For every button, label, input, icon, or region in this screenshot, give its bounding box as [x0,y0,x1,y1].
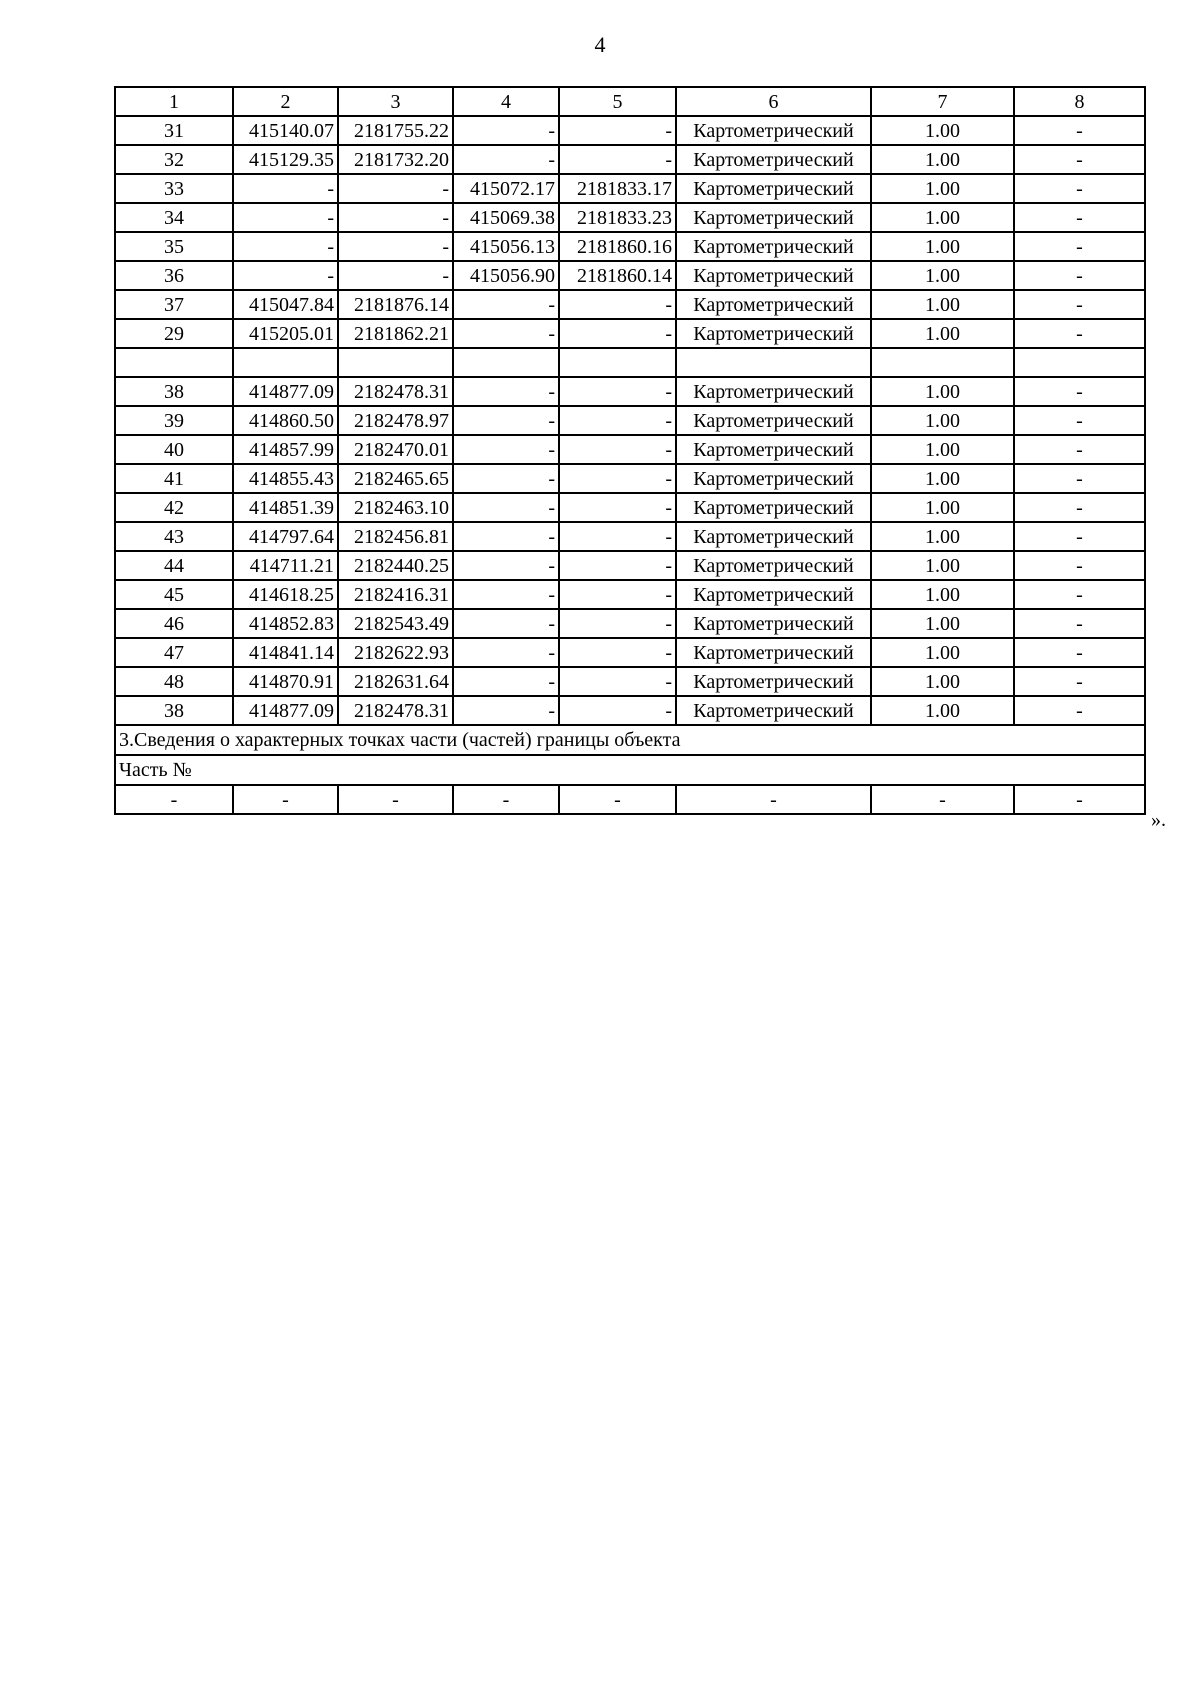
table-cell: - [559,638,676,667]
table-cell: - [559,667,676,696]
table-cell: Картометрический [676,319,871,348]
table-header-cell: 4 [453,87,559,116]
table-cell: 414797.64 [233,522,338,551]
table-cell: 414857.99 [233,435,338,464]
table-cell: 1.00 [871,145,1014,174]
table-cell: - [1014,290,1145,319]
table-cell: 414870.91 [233,667,338,696]
table-cell: - [559,522,676,551]
table-cell: - [453,696,559,725]
table-cell: - [1014,116,1145,145]
table-cell: - [1014,667,1145,696]
table-cell: - [1014,493,1145,522]
table-cell: 1.00 [871,464,1014,493]
table-cell: - [1014,232,1145,261]
part-cell: - [871,785,1014,814]
table-cell: 414851.39 [233,493,338,522]
table-cell: 2182456.81 [338,522,453,551]
table-cell: Картометрический [676,696,871,725]
table-cell: - [1014,435,1145,464]
page-number: 4 [594,32,606,57]
table-cell: Картометрический [676,638,871,667]
part-cell: - [559,785,676,814]
table-cell: 1.00 [871,580,1014,609]
table-cell [453,348,559,377]
table-cell: 1.00 [871,667,1014,696]
table-cell: 414860.50 [233,406,338,435]
table-cell: - [338,174,453,203]
coordinates-table [114,86,1146,815]
table-cell: 38 [115,377,233,406]
closing-quote: ». [1151,809,1166,831]
table-cell: - [338,203,453,232]
table-cell: 2181732.20 [338,145,453,174]
table-cell: - [453,551,559,580]
table-cell: - [1014,522,1145,551]
table-cell: - [233,232,338,261]
table-cell: 1.00 [871,377,1014,406]
part-cell: - [453,785,559,814]
table-header-cell: 8 [1014,87,1145,116]
part-cell: - [1014,785,1145,814]
table-cell: 415129.35 [233,145,338,174]
table-cell: - [559,116,676,145]
table-cell: Картометрический [676,435,871,464]
table-cell: Картометрический [676,290,871,319]
table-cell: Картометрический [676,406,871,435]
table-cell: - [1014,464,1145,493]
table-cell: - [1014,406,1145,435]
table-cell: - [338,232,453,261]
table-cell: - [1014,203,1145,232]
table-cell: 1.00 [871,696,1014,725]
table-cell: - [559,145,676,174]
table-cell: 1.00 [871,174,1014,203]
table-cell: 2182440.25 [338,551,453,580]
table-cell: 2181755.22 [338,116,453,145]
table-cell: Картометрический [676,609,871,638]
table-cell: 1.00 [871,406,1014,435]
table-header-cell: 1 [115,87,233,116]
table-cell: - [559,551,676,580]
table-cell: 415069.38 [453,203,559,232]
table-cell: - [453,638,559,667]
table-cell: - [559,290,676,319]
part-label-row [115,755,1145,785]
table-cell: 29 [115,319,233,348]
table-cell [559,348,676,377]
part-cell: - [115,785,233,814]
table-cell: 2181876.14 [338,290,453,319]
table-cell: 31 [115,116,233,145]
table-cell: - [453,464,559,493]
table-cell: - [453,493,559,522]
table-cell: 43 [115,522,233,551]
table-cell: - [453,435,559,464]
table-cell: 39 [115,406,233,435]
table-cell: 2182465.65 [338,464,453,493]
table-cell: - [1014,551,1145,580]
table-cell: - [453,377,559,406]
table-header-cell: 7 [871,87,1014,116]
table-row [115,493,1145,522]
table-cell: Картометрический [676,580,871,609]
table-cell: 2181833.17 [559,174,676,203]
table-cell: - [559,580,676,609]
table-row [115,551,1145,580]
table-cell: 415205.01 [233,319,338,348]
table-cell: - [559,319,676,348]
table-row [115,522,1145,551]
table-cell: 414855.43 [233,464,338,493]
table-row [115,435,1145,464]
table-cell: 1.00 [871,319,1014,348]
table-cell: - [559,609,676,638]
table-cell: 1.00 [871,551,1014,580]
table-cell: 2181860.16 [559,232,676,261]
table-row [115,696,1145,725]
table-cell [871,348,1014,377]
table-cell: 32 [115,145,233,174]
table-header-cell: 2 [233,87,338,116]
table-cell: 2181862.21 [338,319,453,348]
table-cell: 414711.21 [233,551,338,580]
table-header-cell: 5 [559,87,676,116]
table-cell: - [559,696,676,725]
table-cell: Картометрический [676,493,871,522]
table-cell: 1.00 [871,638,1014,667]
table-cell: 1.00 [871,116,1014,145]
table-cell: 415072.17 [453,174,559,203]
table-cell [233,348,338,377]
table-cell: - [1014,638,1145,667]
table-row [115,464,1145,493]
table-cell: 414852.83 [233,609,338,638]
section-title-row [115,725,1145,755]
part-values-row [115,785,1145,814]
coordinates-table-container [114,86,1144,815]
table-row [115,145,1145,174]
table-cell: 2182622.93 [338,638,453,667]
table-cell: 40 [115,435,233,464]
table-cell: 41 [115,464,233,493]
coordinates-table-body [115,87,1145,814]
table-cell: 37 [115,290,233,319]
table-cell: Картометрический [676,261,871,290]
table-cell: 1.00 [871,261,1014,290]
table-cell: - [559,435,676,464]
table-cell: - [1014,580,1145,609]
table-row [115,377,1145,406]
table-cell: 1.00 [871,493,1014,522]
table-cell: 2182470.01 [338,435,453,464]
table-row [115,580,1145,609]
table-cell: Картометрический [676,145,871,174]
part-label: Часть № [115,755,1145,785]
table-cell: - [559,406,676,435]
table-row [115,232,1145,261]
table-cell: - [233,174,338,203]
table-cell: - [559,493,676,522]
part-cell: - [233,785,338,814]
table-row [115,609,1145,638]
table-cell: - [1014,377,1145,406]
table-cell: - [453,145,559,174]
table-cell: 1.00 [871,290,1014,319]
table-cell: Картометрический [676,464,871,493]
table-cell: 415056.90 [453,261,559,290]
table-cell: 414841.14 [233,638,338,667]
table-cell: 414618.25 [233,580,338,609]
table-cell: - [453,406,559,435]
table-cell: 2182631.64 [338,667,453,696]
table-cell [1014,348,1145,377]
table-cell [676,348,871,377]
table-cell: - [559,377,676,406]
table-cell: - [453,580,559,609]
table-row [115,261,1145,290]
table-cell: 1.00 [871,232,1014,261]
table-cell: 414877.09 [233,377,338,406]
table-cell: 2182543.49 [338,609,453,638]
table-cell: Картометрический [676,551,871,580]
table-row [115,667,1145,696]
table-cell: 1.00 [871,522,1014,551]
table-cell: - [1014,696,1145,725]
table-row [115,203,1145,232]
table-cell: - [1014,145,1145,174]
section-title: 3.Сведения о характерных точках части (частей) границы объекта [115,725,1145,755]
table-cell: 38 [115,696,233,725]
table-cell: 1.00 [871,203,1014,232]
table-cell: 2182478.31 [338,696,453,725]
table-cell: 46 [115,609,233,638]
table-cell: - [1014,609,1145,638]
table-row [115,319,1145,348]
table-cell: 2182416.31 [338,580,453,609]
table-cell: 34 [115,203,233,232]
table-cell: 45 [115,580,233,609]
table-header-cell: 6 [676,87,871,116]
table-cell: 415056.13 [453,232,559,261]
table-cell: 36 [115,261,233,290]
table-cell: - [1014,319,1145,348]
table-cell: Картометрический [676,174,871,203]
table-row [115,174,1145,203]
table-cell: 2181860.14 [559,261,676,290]
table-row [115,116,1145,145]
table-row [115,406,1145,435]
table-cell [338,348,453,377]
table-cell: Картометрический [676,203,871,232]
table-row [115,290,1145,319]
table-cell: - [1014,174,1145,203]
table-cell: 1.00 [871,609,1014,638]
table-header-row [115,87,1145,116]
table-cell: - [453,290,559,319]
table-cell: 44 [115,551,233,580]
table-cell: 414877.09 [233,696,338,725]
table-cell: 33 [115,174,233,203]
part-cell: - [338,785,453,814]
table-cell: 415047.84 [233,290,338,319]
table-cell: - [559,464,676,493]
table-cell [115,348,233,377]
table-cell: - [453,319,559,348]
table-cell: 2182478.97 [338,406,453,435]
table-cell: - [453,116,559,145]
table-row [115,638,1145,667]
table-cell: - [453,522,559,551]
table-cell: - [453,667,559,696]
table-cell: Картометрический [676,377,871,406]
part-cell: - [676,785,871,814]
table-cell: - [233,203,338,232]
table-cell: 47 [115,638,233,667]
table-cell: - [453,609,559,638]
table-cell: 2182478.31 [338,377,453,406]
table-cell: - [1014,261,1145,290]
table-cell: Картометрический [676,116,871,145]
table-row [115,348,1145,377]
table-cell: 2182463.10 [338,493,453,522]
table-cell: - [338,261,453,290]
table-cell: Картометрический [676,522,871,551]
table-cell: 35 [115,232,233,261]
table-cell: Картометрический [676,232,871,261]
table-cell: 415140.07 [233,116,338,145]
table-cell: - [233,261,338,290]
table-cell: 42 [115,493,233,522]
table-header-cell: 3 [338,87,453,116]
table-cell: Картометрический [676,667,871,696]
table-cell: 48 [115,667,233,696]
table-cell: 2181833.23 [559,203,676,232]
table-cell: 1.00 [871,435,1014,464]
